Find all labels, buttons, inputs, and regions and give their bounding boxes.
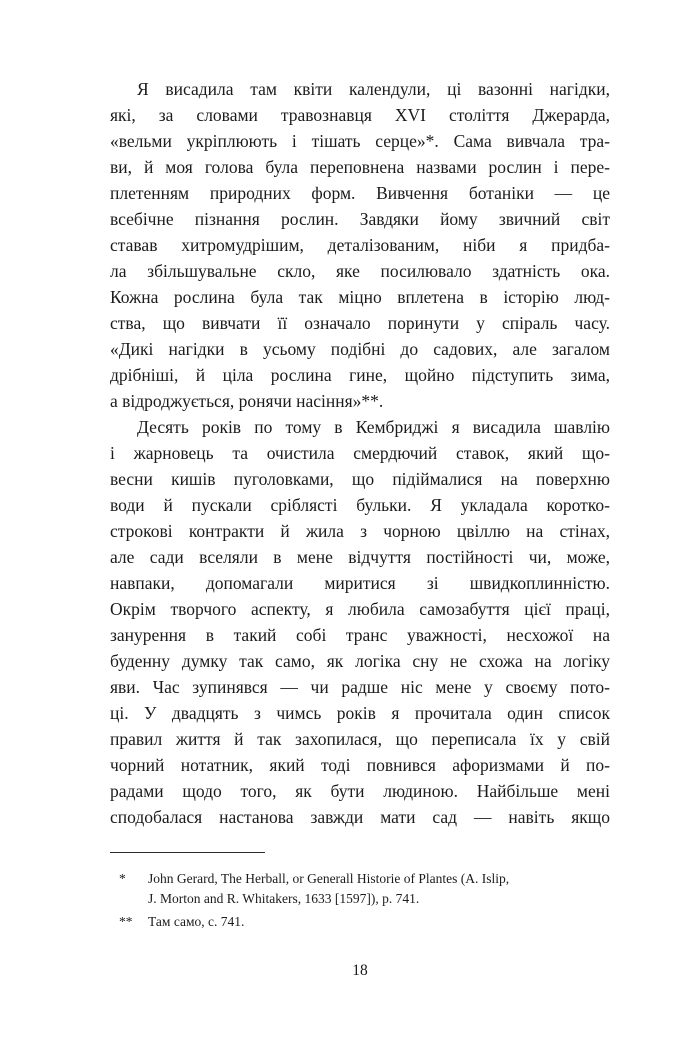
text-line: строкові контракти й жила з чорною цвіллю на стінах, [110, 521, 610, 541]
paragraph-2 [110, 414, 610, 830]
text-line: які, за словами травознавця XVI століття Джерарда, [110, 105, 610, 125]
text-line: чорний нотатник, який тоді повнився афоризмами й по- [110, 755, 610, 775]
text-line: але сади вселяли в мене відчуття постійності чи, може, [110, 547, 610, 567]
text-line: Десять років по тому в Кембриджі я висадила шавлію [137, 417, 610, 437]
footnote-divider [110, 852, 265, 853]
footnote-1 [110, 869, 610, 908]
body-text [110, 76, 610, 932]
text-line: Окрім творчого аспекту, я любила самозабуття цієї праці, [110, 599, 610, 619]
text-line: весни кишів пуголовками, що підіймалися на поверхню [110, 469, 610, 489]
text-line: «Дикі нагідки в усьому подібні до садових, але загалом [110, 339, 610, 359]
page-number: 18 [352, 962, 368, 979]
text-line: плетенням природних форм. Вивчення ботаніки — це [110, 183, 610, 203]
paragraph-1 [110, 76, 610, 414]
text-line: Я висадила там квіти календули, ці вазонні нагідки, [137, 79, 610, 99]
footnote-text-1 [148, 869, 610, 908]
footnotes-section [110, 852, 610, 932]
text-line: всебічне пізнання рослин. Завдяки йому звичний світ [110, 209, 610, 229]
text-line: яви. Час зупинявся — чи радше ніс мене у своєму пото- [110, 677, 610, 697]
text-line: і жарновець та очистила смердючий ставок, який що- [110, 443, 610, 463]
text-line: правил життя й так захопилася, що переписала їх у свій [110, 729, 610, 749]
text-line: ства, що вивчати її означало поринути у спіраль часу. [110, 313, 610, 333]
footnote-marker-1: * [119, 871, 126, 886]
text-line: «вельми укріплюють і тішать серце»*. Сама вивчала тра- [110, 131, 610, 151]
text-line: дрібніші, й ціла рослина гине, щойно підступить зима, [110, 365, 610, 385]
footnote-2 [110, 912, 610, 932]
text-line: а відроджується, ронячи насіння»**. [110, 391, 384, 411]
text-line: ви, й моя голова була переповнена назвами рослин і пере- [110, 157, 610, 177]
footnote-text-2 [148, 912, 610, 932]
text-line: радами щодо того, як бути людиною. Найбільше мені [110, 781, 610, 801]
text-line: ці. У двадцять з чимсь років я прочитала один список [110, 703, 610, 723]
text-line: занурення в такий собі транс уважності, несхожої на [110, 625, 610, 645]
footnote-marker-2: ** [119, 914, 133, 929]
footnote-line: J. Morton and R. Whitakers, 1633 [1597]), p. 741. [148, 890, 420, 906]
text-line: ставав хитромудрішим, деталізованим, ніби я придба- [110, 235, 610, 255]
text-line: сподобалася настанова завжди мати сад — навіть якщо [110, 807, 610, 827]
text-line: Кожна рослина була так міцно вплетена в історію люд- [110, 287, 610, 307]
footnote-line: Там само, с. 741. [148, 914, 245, 929]
text-line: навпаки, допомагали миритися зі швидкоплинністю. [110, 573, 610, 593]
footnote-line: John Gerard, The Herball, or Generall Historie of Plantes (A. Islip, [148, 871, 510, 886]
text-line: води й пускали сріблясті бульки. Я укладала коротко- [110, 495, 610, 515]
text-line: ла збільшувальне скло, яке посилювало здатність ока. [110, 261, 610, 281]
text-line: буденну думку так само, як логіка сну не схожа на логіку [110, 651, 610, 671]
